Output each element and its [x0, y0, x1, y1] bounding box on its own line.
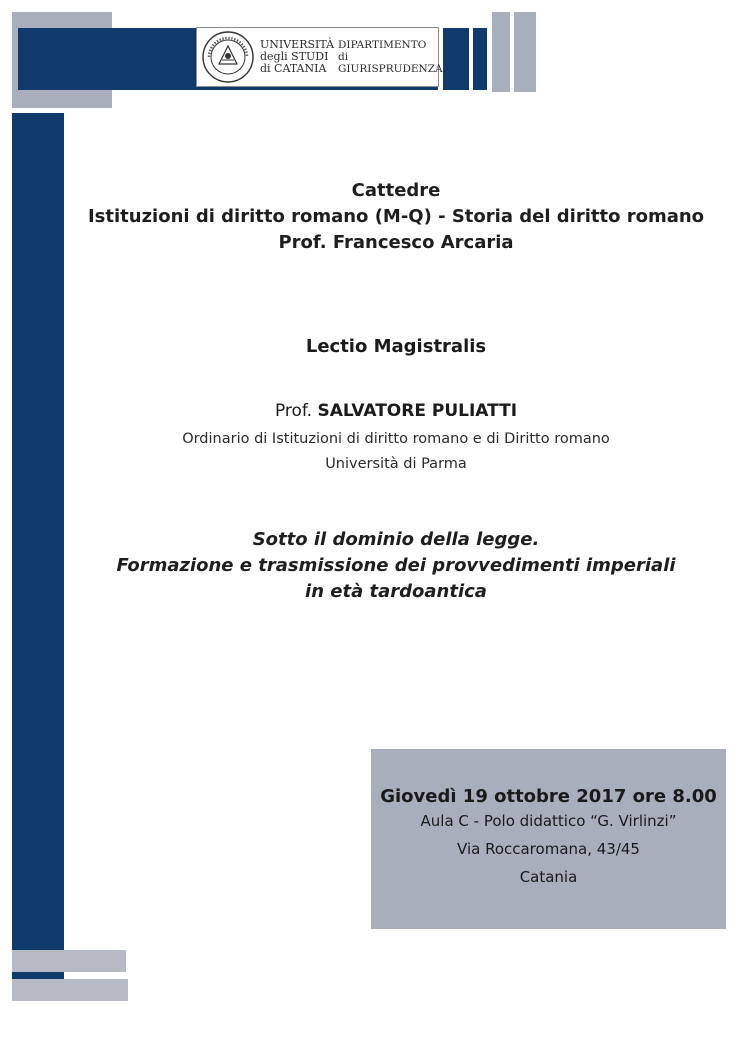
header-navy-inner-square [18, 28, 93, 90]
header-navy-stripe-1 [443, 28, 469, 90]
speaker-role: Ordinario di Istituzioni di diritto romano e di Diritto romano [182, 431, 610, 447]
chairs-courses: Istituzioni di diritto romano (M-Q) - Storia del diritto romano [87, 206, 705, 227]
footer-grey-bar-2 [12, 979, 128, 1001]
speaker-affiliation: Università di Parma [325, 456, 467, 472]
lectio-label: Lectio Magistralis [305, 336, 487, 357]
header-navy-stripe-2 [473, 28, 487, 90]
speaker-prefix: Prof. [274, 401, 313, 421]
event-address: Via Roccaromana, 43/45 [457, 840, 640, 858]
event-city: Catania [519, 868, 578, 886]
university-seal-icon [201, 30, 255, 84]
chairs-block [40, 178, 752, 256]
university-logo [196, 27, 443, 87]
university-name: UNIVERSITÀ degli STUDI di CATANIA [260, 38, 335, 75]
event-info-box [371, 749, 726, 929]
talk-title-line-3: in età tardoantica [305, 581, 487, 602]
talk-title-line-2: Formazione e trasmissione dei provvedimenti imperiali [116, 555, 676, 576]
chairs-heading: Cattedre [351, 180, 441, 201]
event-date: Giovedì 19 ottobre 2017 ore 8.00 [380, 786, 717, 807]
chairs-professor: Prof. Francesco Arcaria [278, 232, 514, 253]
footer-grey-bar-1 [12, 950, 126, 972]
event-room: Aula C - Polo didattico “G. Virlinzi” [420, 812, 677, 830]
speaker-name: SALVATORE PULIATTI [317, 401, 518, 421]
talk-title-line-1: Sotto il dominio della legge. [252, 529, 540, 550]
talk-title [40, 527, 752, 605]
speaker-name-line [40, 401, 752, 421]
header-grey-stripe-1 [492, 12, 510, 92]
department-name: DIPARTIMENTO di GIURISPRUDENZA [338, 39, 443, 75]
header-grey-stripe-2 [514, 12, 536, 92]
